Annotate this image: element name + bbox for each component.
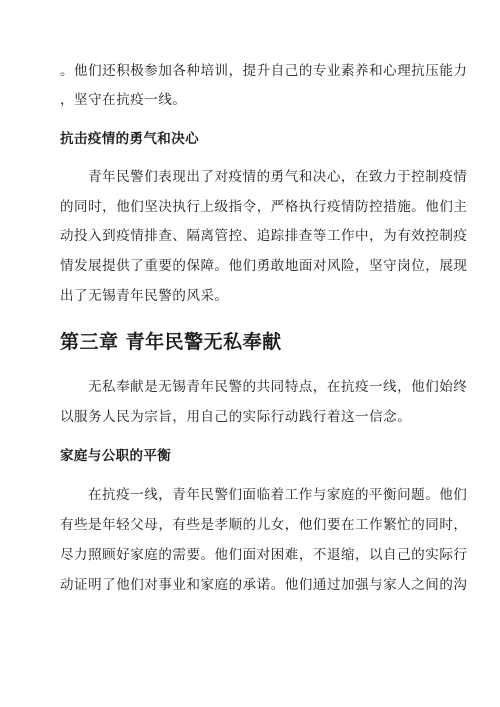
paragraph-line: 的同时，他们坚决执行上级指令，严格执行疫情防控措施。他们主 [60, 199, 468, 215]
paragraph-line: 。他们还积极参加各种培训，提升自己的专业素养和心理抗压能力 [60, 63, 468, 79]
paragraph-line: 无私奉献是无锡青年民警的共同特点，在抗疫一线，他们始终 [88, 379, 468, 395]
paragraph-line: 动证明了他们对事业和家庭的承诺。他们通过加强与家人之间的沟 [60, 577, 468, 593]
paragraph-line: 青年民警们表现出了对疫情的勇气和决心，在致力于控制疫情 [88, 169, 468, 185]
paragraph-line: 尽力照顾好家庭的需要。他们面对困难，不退缩，以自己的实际行 [60, 547, 468, 563]
paragraph-line: ，坚守在抗疫一线。 [60, 92, 187, 108]
paragraph-line: 情发展提供了重要的保障。他们勇敢地面对风险，坚守岗位，展现 [60, 258, 468, 274]
paragraph-line: 出了无锡青年民警的风采。 [60, 288, 229, 304]
chapter-title: 第三章 青年民警无私奉献 [60, 331, 282, 353]
section-heading: 抗击疫情的勇气和决心 [60, 131, 199, 147]
paragraph-line: 动投入到疫情排查、隔离管控、追踪排查等工作中，为有效控制疫 [60, 228, 468, 244]
section-heading: 家庭与公职的平衡 [60, 448, 172, 464]
paragraph-line: 在抗疫一线，青年民警们面临着工作与家庭的平衡问题。他们 [88, 487, 468, 503]
paragraph-line: 有些是年轻父母，有些是孝顺的儿女，他们要在工作繁忙的同时， [60, 517, 468, 533]
paragraph-line: 以服务人民为宗旨，用自己的实际行动践行着这一信念。 [60, 409, 412, 425]
